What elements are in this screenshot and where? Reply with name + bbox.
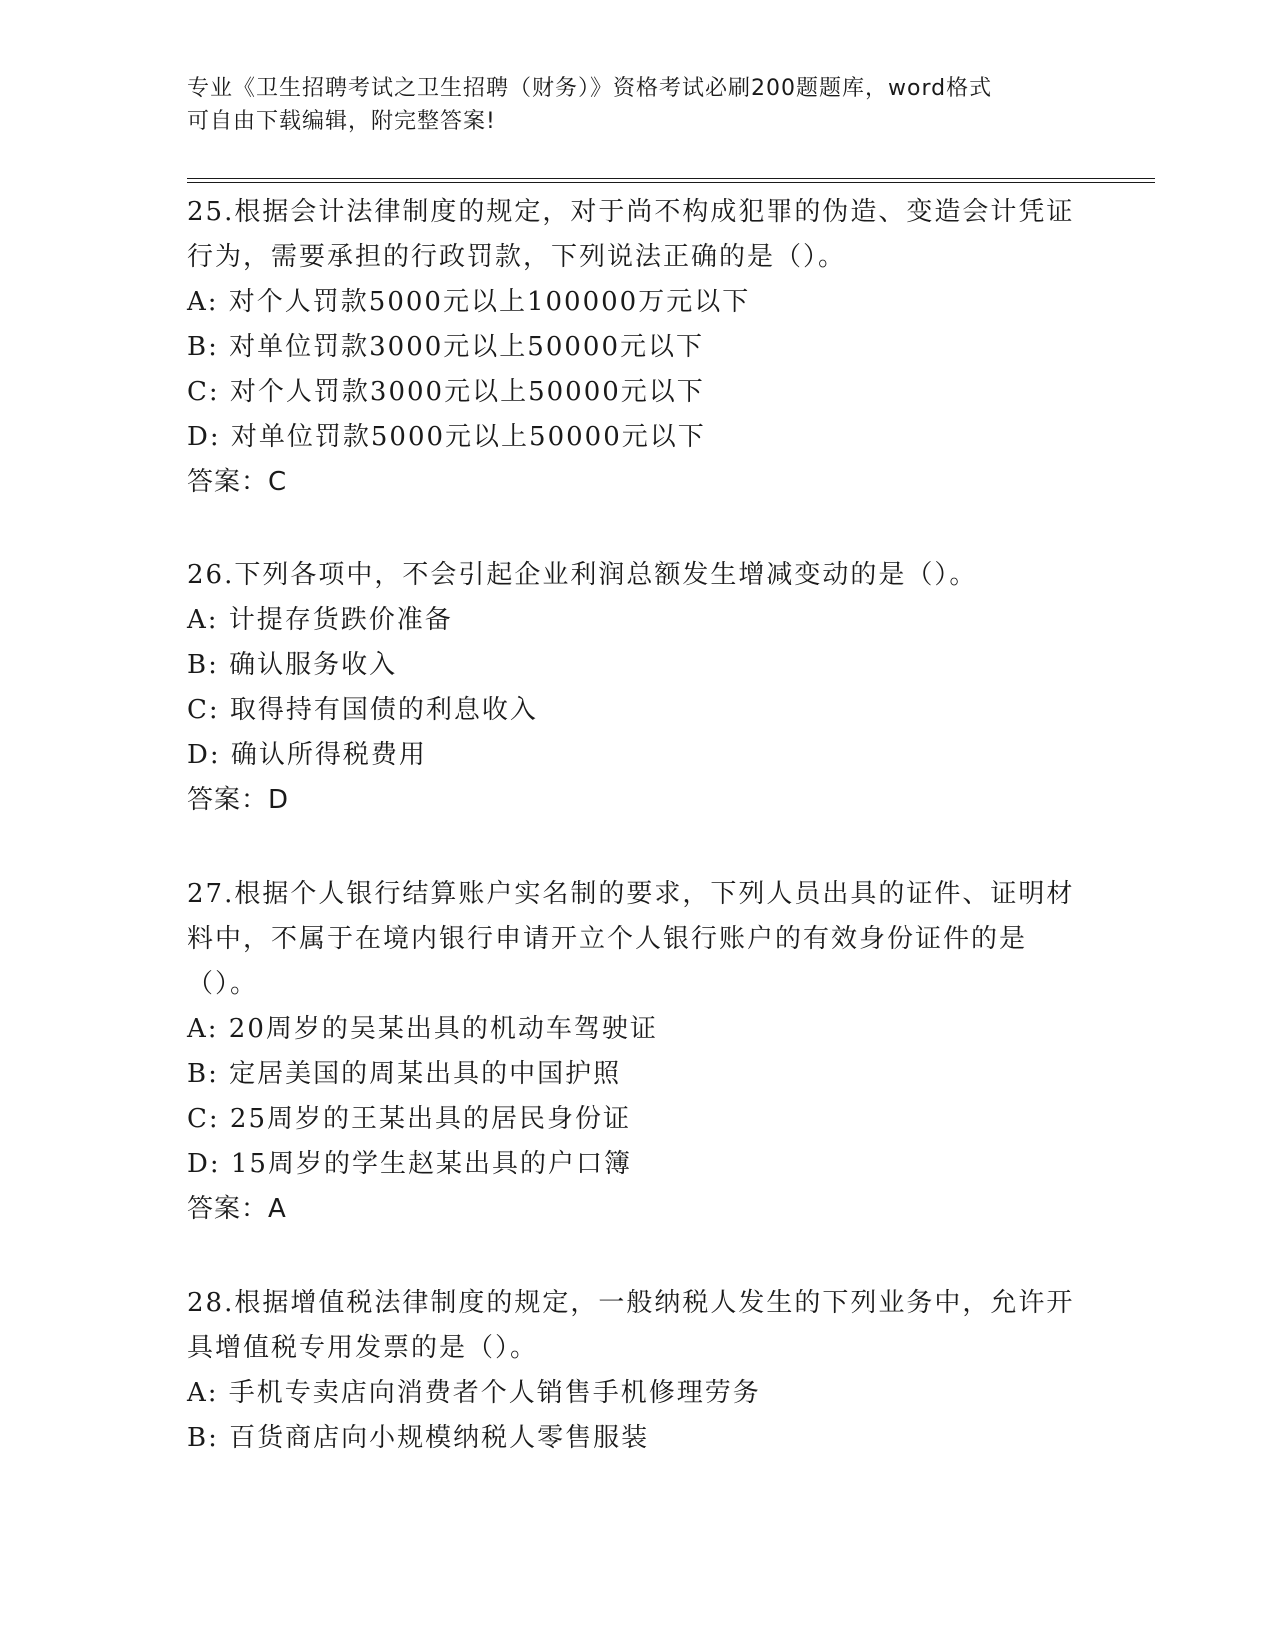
option-c: C: 25周岁的王某出具的居民身份证	[187, 1104, 632, 1134]
option-c: C: 对个人罚款3000元以上50000元以下	[187, 377, 705, 407]
header-line-1: 专业《卫生招聘考试之卫生招聘（财务）》资格考试必刷200题题库，word格式	[187, 76, 993, 101]
option-b: B: 对单位罚款3000元以上50000元以下	[187, 332, 705, 362]
option-a: A: 计提存货跌价准备	[187, 605, 453, 635]
header-line-2: 可自由下载编辑，附完整答案!	[187, 109, 496, 134]
answer: 答案：D	[187, 785, 290, 815]
question-25	[187, 190, 1087, 505]
option-c: C: 取得持有国债的利息收入	[187, 695, 538, 725]
option-b: B: 百货商店向小规模纳税人零售服装	[187, 1423, 650, 1453]
option-a: A: 对个人罚款5000元以上100000万元以下	[187, 287, 751, 317]
question-stem: 28.根据增值税法律制度的规定，一般纳税人发生的下列业务中，允许开具增值税专用发票的是（）。	[187, 1288, 1075, 1363]
question-26	[187, 553, 1087, 823]
option-b: B: 定居美国的周某出具的中国护照	[187, 1059, 622, 1089]
answer: 答案：A	[187, 1194, 287, 1224]
question-28	[187, 1281, 1087, 1461]
option-d: D: 15周岁的学生赵某出具的户口簿	[187, 1149, 632, 1179]
option-a: A: 20周岁的吴某出具的机动车驾驶证	[187, 1014, 658, 1044]
option-d: D: 确认所得税费用	[187, 740, 427, 770]
question-27	[187, 872, 1087, 1232]
question-stem: 27.根据个人银行结算账户实名制的要求，下列人员出具的证件、证明材料中，不属于在境内银行申请开立个人银行账户的有效身份证件的是（）。	[187, 879, 1075, 999]
document-header	[187, 72, 1067, 138]
option-a: A: 手机专卖店向消费者个人销售手机修理劳务	[187, 1378, 761, 1408]
answer: 答案：C	[187, 467, 288, 497]
header-divider-top	[187, 178, 1155, 179]
option-b: B: 确认服务收入	[187, 650, 398, 680]
question-stem: 25.根据会计法律制度的规定，对于尚不构成犯罪的伪造、变造会计凭证行为，需要承担的行政罚款，下列说法正确的是（）。	[187, 197, 1075, 272]
question-stem: 26.下列各项中，不会引起企业利润总额发生增减变动的是（）。	[187, 560, 978, 590]
header-divider-bottom	[187, 182, 1155, 183]
option-d: D: 对单位罚款5000元以上50000元以下	[187, 422, 706, 452]
